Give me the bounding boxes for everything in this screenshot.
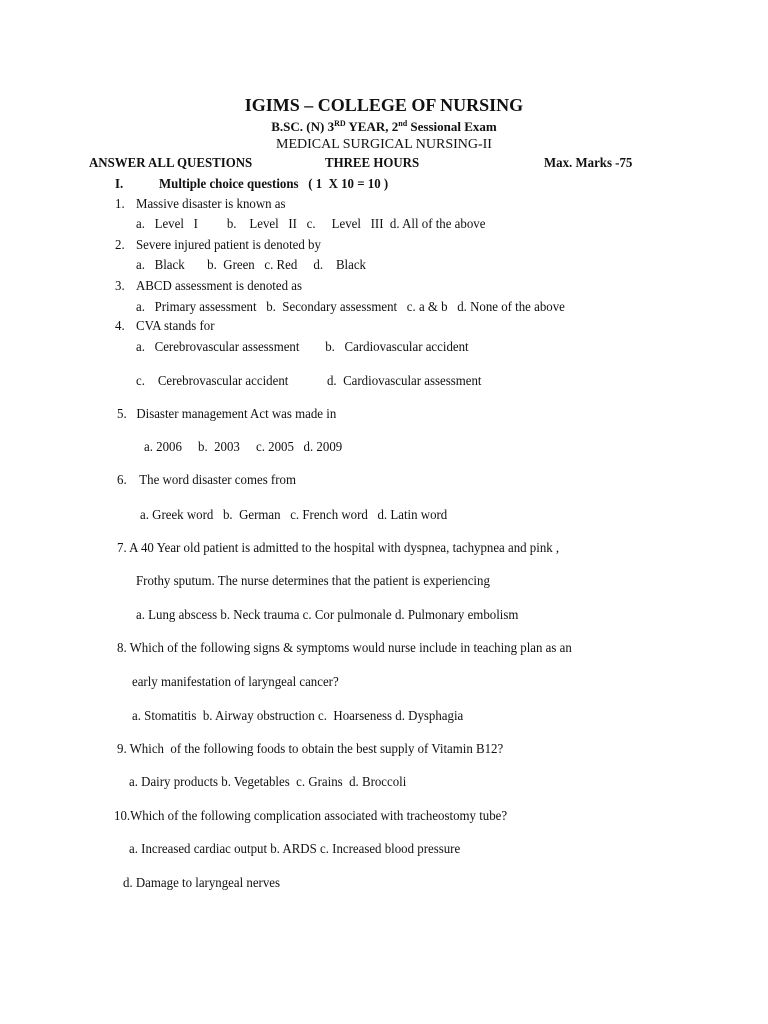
question-text: 7. A 40 Year old patient is admitted to the hospital with dyspnea, tachypnea and pink , <box>117 541 560 556</box>
question-text: 6. The word disaster comes from <box>117 473 296 488</box>
question-options: a. 2006 b. 2003 c. 2005 d. 2009 <box>144 440 343 455</box>
instruction: ANSWER ALL QUESTIONS <box>89 156 253 171</box>
subject-title: MEDICAL SURGICAL NURSING-II <box>276 137 492 152</box>
duration: THREE HOURS <box>325 156 420 171</box>
question-options: a. Cerebrovascular assessment b. Cardiovascular accident <box>136 340 469 355</box>
question-text: Massive disaster is known as <box>136 197 286 212</box>
question-text: early manifestation of laryngeal cancer? <box>132 675 339 690</box>
question-text: Frothy sputum. The nurse determines that the patient is experiencing <box>136 574 490 589</box>
question-number: 4. <box>115 319 125 334</box>
question-options: a. Increased cardiac output b. ARDS c. Increased blood pressure <box>129 842 461 857</box>
question-options: c. Cerebrovascular accident d. Cardiovascular assessment <box>136 374 482 389</box>
question-text: Severe injured patient is denoted by <box>136 238 321 253</box>
question-number: 1. <box>115 197 125 212</box>
question-options: a. Greek word b. German c. French word d. Latin word <box>140 508 448 523</box>
question-options: a. Primary assessment b. Secondary assessment c. a & b d. None of the above <box>136 300 565 315</box>
question-number: 3. <box>115 279 125 294</box>
question-text: 10.Which of the following complication associated with tracheostomy tube? <box>114 809 508 824</box>
exam-title: B.SC. (N) 3RD YEAR, 2nd Sessional Exam <box>271 119 497 134</box>
question-text: 5. Disaster management Act was made in <box>117 407 337 422</box>
question-options: a. Lung abscess b. Neck trauma c. Cor pulmonale d. Pulmonary embolism <box>136 608 519 623</box>
college-title: IGIMS – COLLEGE OF NURSING <box>244 95 524 115</box>
max-marks: Max. Marks -75 <box>544 156 633 171</box>
question-text: CVA stands for <box>136 319 215 334</box>
question-options: a. Stomatitis b. Airway obstruction c. Hoarseness d. Dysphagia <box>132 709 464 724</box>
section-number: I. <box>115 177 124 192</box>
question-number: 2. <box>115 238 125 253</box>
question-options: d. Damage to laryngeal nerves <box>123 876 281 891</box>
question-text: ABCD assessment is denoted as <box>136 279 303 294</box>
question-text: 8. Which of the following signs & symptoms would nurse include in teaching plan as an <box>117 641 572 656</box>
section-title: Multiple choice questions ( 1 X 10 = 10 ) <box>159 177 389 192</box>
question-text: 9. Which of the following foods to obtain the best supply of Vitamin B12? <box>117 742 504 757</box>
question-options: a. Level I b. Level II c. Level III d. All of the above <box>136 217 486 232</box>
question-options: a. Black b. Green c. Red d. Black <box>136 258 366 273</box>
question-options: a. Dairy products b. Vegetables c. Grains d. Broccoli <box>129 775 407 790</box>
